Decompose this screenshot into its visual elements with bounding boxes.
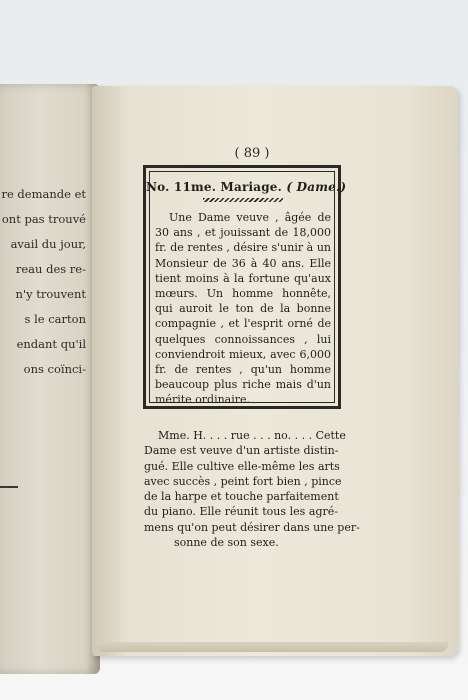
ornament-rule (203, 198, 283, 202)
left-line: avail du jour, (10, 237, 86, 251)
announcement-line: mœurs. Un homme honnête, (155, 287, 331, 301)
page-edge (96, 642, 448, 652)
paragraph-line: gué. Elle cultive elle-même les arts (144, 459, 340, 473)
announcement-line: Monsieur de 36 à 40 ans. Elle (155, 256, 331, 270)
page-number: ( 89 ) (234, 146, 270, 161)
announcement-line: quelques connoissances , lui (155, 332, 331, 346)
left-line: reau des re- (15, 262, 86, 276)
left-line: n'y trouvent (15, 287, 86, 301)
left-page (0, 84, 100, 674)
announcement-line: conviendroit mieux, avec 6,000 (155, 347, 331, 361)
announcement-line: 30 ans , et jouissant de 18,000 (155, 226, 331, 240)
paragraph-line: Mme. H. . . . rue . . . no. . . . Cette (158, 429, 346, 442)
announcement-line: fr. de rentes , qu'un homme (155, 363, 331, 377)
left-line: endant qu'il (16, 337, 86, 351)
left-line: s le carton (24, 312, 86, 326)
announcement-line: qui auroit le ton de la bonne (155, 302, 331, 316)
left-line: ont pas trouvé (1, 212, 86, 226)
paragraph-line: Dame est veuve d'un artiste distin- (144, 444, 339, 458)
announcement-title-prefix: No. 11me. Mariage. (146, 180, 283, 194)
body-paragraph (144, 428, 360, 550)
paragraph-line: avec succès , peint fort bien , pince (144, 474, 342, 488)
announcement-title (146, 180, 347, 194)
announcement-title-suffix: ( Dame.) (286, 180, 347, 194)
left-line: re demande et (1, 187, 86, 201)
announcement-line: compagnie , et l'esprit orné de (155, 317, 331, 331)
announcement-line: Une Dame veuve , âgée de (169, 211, 331, 224)
paragraph-line: du piano. Elle réunit tous les agré- (144, 505, 338, 519)
announcement-line: fr. de rentes , désire s'unir à un (155, 241, 331, 255)
announcement-line: beaucoup plus riche mais d'un (155, 378, 331, 392)
paragraph-line: mens qu'on peut désirer dans une per- (144, 520, 360, 534)
announcement-line: mérite ordinaire. (155, 393, 251, 407)
paragraph-line: de la harpe et touche parfaitement (144, 490, 339, 504)
left-page-text (0, 182, 86, 382)
announcement-text (155, 210, 331, 408)
paragraph-line: sonne de son sexe. (174, 536, 279, 550)
announcement-line: tient moins à la fortune qu'aux (155, 271, 331, 285)
left-line: ons coïnci- (23, 362, 86, 376)
left-rule (0, 486, 18, 488)
announcement-frame (143, 165, 347, 409)
